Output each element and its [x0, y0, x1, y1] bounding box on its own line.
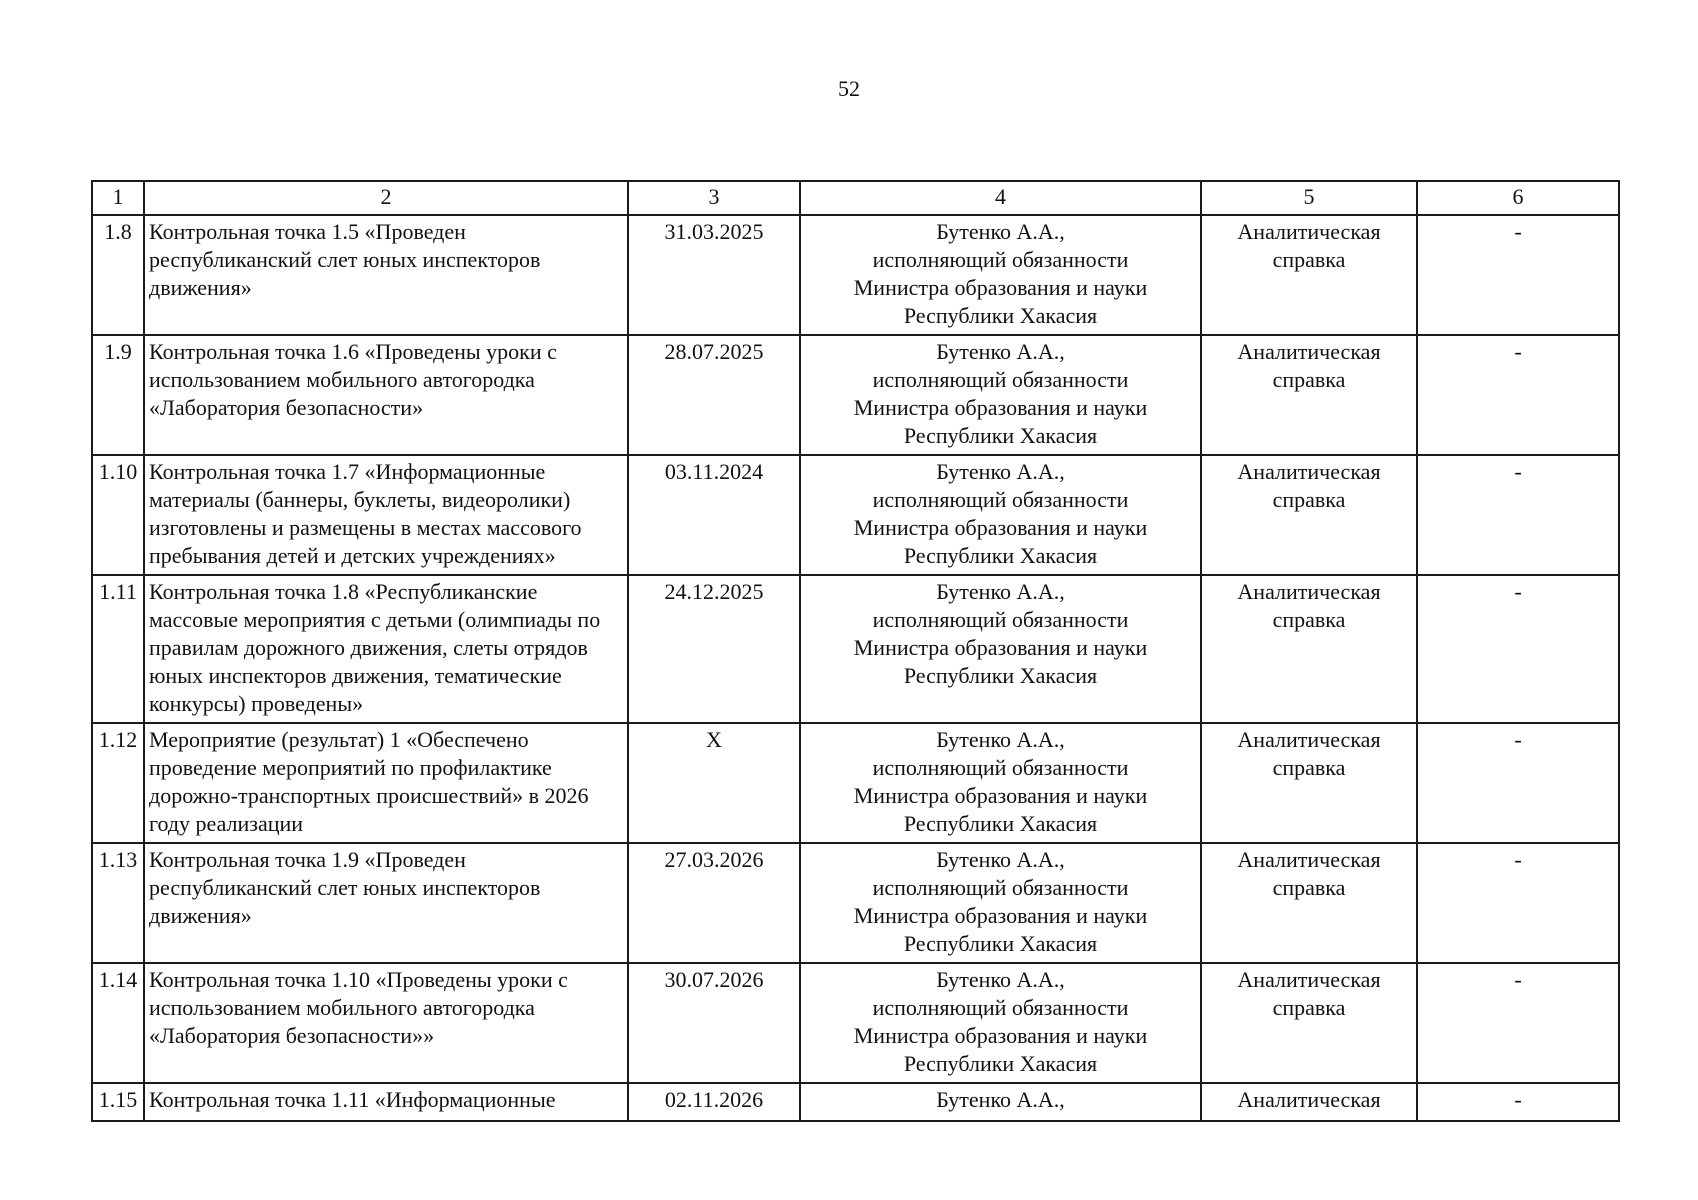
- row-date: 30.07.2026: [628, 963, 800, 1083]
- responsible-line: Бутенко А.А.,: [936, 219, 1065, 244]
- row-note: -: [1417, 1083, 1619, 1121]
- responsible-line: исполняющий обязанности: [872, 875, 1129, 900]
- responsible-line: исполняющий обязанности: [872, 487, 1129, 512]
- row-responsible: [800, 723, 1201, 843]
- table-header-row: [92, 181, 1619, 215]
- row-number: 1.9: [92, 335, 144, 455]
- row-note: -: [1417, 455, 1619, 575]
- responsible-line: Республики Хакасия: [903, 811, 1098, 836]
- row-document-type: Аналитическая справка: [1201, 963, 1417, 1083]
- row-name: Контрольная точка 1.10 «Проведены уроки с использованием мобильного автогородка «Лаборатория безопасности»»: [144, 963, 628, 1083]
- row-responsible: [800, 455, 1201, 575]
- responsible-line: Министра образования и науки: [853, 903, 1148, 928]
- row-name: Контрольная точка 1.9 «Проведен республиканский слет юных инспекторов движения»: [144, 843, 628, 963]
- responsible-line: Бутенко А.А.,: [936, 1087, 1065, 1112]
- row-date: 31.03.2025: [628, 215, 800, 335]
- responsible-line: Бутенко А.А.,: [936, 459, 1065, 484]
- row-date: 28.07.2025: [628, 335, 800, 455]
- column-header: 6: [1417, 181, 1619, 215]
- row-number: 1.15: [92, 1083, 144, 1121]
- row-document-type: Аналитическая: [1201, 1083, 1417, 1121]
- row-number: 1.12: [92, 723, 144, 843]
- row-number: 1.10: [92, 455, 144, 575]
- column-header: 5: [1201, 181, 1417, 215]
- responsible-line: Республики Хакасия: [903, 1051, 1098, 1076]
- responsible-line: исполняющий обязанности: [872, 755, 1129, 780]
- row-responsible: [800, 843, 1201, 963]
- responsible-line: исполняющий обязанности: [872, 995, 1129, 1020]
- row-document-type: Аналитическая справка: [1201, 575, 1417, 723]
- row-number: 1.14: [92, 963, 144, 1083]
- row-document-type: Аналитическая справка: [1201, 455, 1417, 575]
- responsible-line: Министра образования и науки: [853, 783, 1148, 808]
- row-note: -: [1417, 335, 1619, 455]
- column-header: 1: [92, 181, 144, 215]
- row-name: Мероприятие (результат) 1 «Обеспечено проведение мероприятий по профилактике дорожно-транспортных происшествий» в 2026 году реализации: [144, 723, 628, 843]
- row-responsible: [800, 963, 1201, 1083]
- row-date: 02.11.2026: [628, 1083, 800, 1121]
- row-document-type: Аналитическая справка: [1201, 723, 1417, 843]
- responsible-line: Республики Хакасия: [903, 303, 1098, 328]
- row-document-type: Аналитическая справка: [1201, 843, 1417, 963]
- row-date: X: [628, 723, 800, 843]
- row-number: 1.13: [92, 843, 144, 963]
- responsible-line: Министра образования и науки: [853, 635, 1148, 660]
- responsible-line: Бутенко А.А.,: [936, 847, 1065, 872]
- responsible-line: Министра образования и науки: [853, 395, 1148, 420]
- responsible-line: Республики Хакасия: [903, 543, 1098, 568]
- responsible-line: Министра образования и науки: [853, 1023, 1148, 1048]
- row-date: 27.03.2026: [628, 843, 800, 963]
- row-number: 1.11: [92, 575, 144, 723]
- row-responsible: [800, 335, 1201, 455]
- responsible-line: Республики Хакасия: [903, 931, 1098, 956]
- table-row: [92, 1083, 1619, 1121]
- row-name: Контрольная точка 1.8 «Республиканские массовые мероприятия с детьми (олимпиады по правилам дорожного движения, слеты отрядов юных инспекторов движения, тематические конкурсы) проведены»: [144, 575, 628, 723]
- row-name: Контрольная точка 1.6 «Проведены уроки с использованием мобильного автогородка «Лаборатория безопасности»: [144, 335, 628, 455]
- row-name: Контрольная точка 1.7 «Информационные материалы (баннеры, буклеты, видеоролики) изготовлены и размещены в местах массового пребывания детей и детских учреждениях»: [144, 455, 628, 575]
- table-row: [92, 843, 1619, 963]
- row-document-type: Аналитическая справка: [1201, 215, 1417, 335]
- row-note: -: [1417, 215, 1619, 335]
- row-note: -: [1417, 963, 1619, 1083]
- table-row: [92, 335, 1619, 455]
- row-number: 1.8: [92, 215, 144, 335]
- responsible-line: Бутенко А.А.,: [936, 727, 1065, 752]
- row-responsible: [800, 575, 1201, 723]
- responsible-line: Бутенко А.А.,: [936, 579, 1065, 604]
- row-responsible: [800, 215, 1201, 335]
- row-name: Контрольная точка 1.5 «Проведен республиканский слет юных инспекторов движения»: [144, 215, 628, 335]
- responsible-line: Министра образования и науки: [853, 275, 1148, 300]
- table-row: [92, 455, 1619, 575]
- responsible-line: Бутенко А.А.,: [936, 967, 1065, 992]
- row-note: -: [1417, 723, 1619, 843]
- table-row: [92, 963, 1619, 1083]
- column-header: 2: [144, 181, 628, 215]
- responsible-line: исполняющий обязанности: [872, 367, 1129, 392]
- table-row: [92, 215, 1619, 335]
- row-document-type: Аналитическая справка: [1201, 335, 1417, 455]
- table-row: [92, 723, 1619, 843]
- responsible-line: Министра образования и науки: [853, 515, 1148, 540]
- table-row: [92, 575, 1619, 723]
- responsible-line: Республики Хакасия: [903, 423, 1098, 448]
- responsible-line: Бутенко А.А.,: [936, 339, 1065, 364]
- responsible-line: исполняющий обязанности: [872, 247, 1129, 272]
- column-header: 4: [800, 181, 1201, 215]
- responsible-line: исполняющий обязанности: [872, 607, 1129, 632]
- row-note: -: [1417, 575, 1619, 723]
- row-note: -: [1417, 843, 1619, 963]
- responsible-line: Республики Хакасия: [903, 663, 1098, 688]
- row-name: Контрольная точка 1.11 «Информационные: [144, 1083, 628, 1121]
- page-number: 52: [838, 76, 860, 101]
- row-date: 03.11.2024: [628, 455, 800, 575]
- column-header: 3: [628, 181, 800, 215]
- control-points-table: [91, 180, 1620, 1122]
- row-responsible: [800, 1083, 1201, 1121]
- row-date: 24.12.2025: [628, 575, 800, 723]
